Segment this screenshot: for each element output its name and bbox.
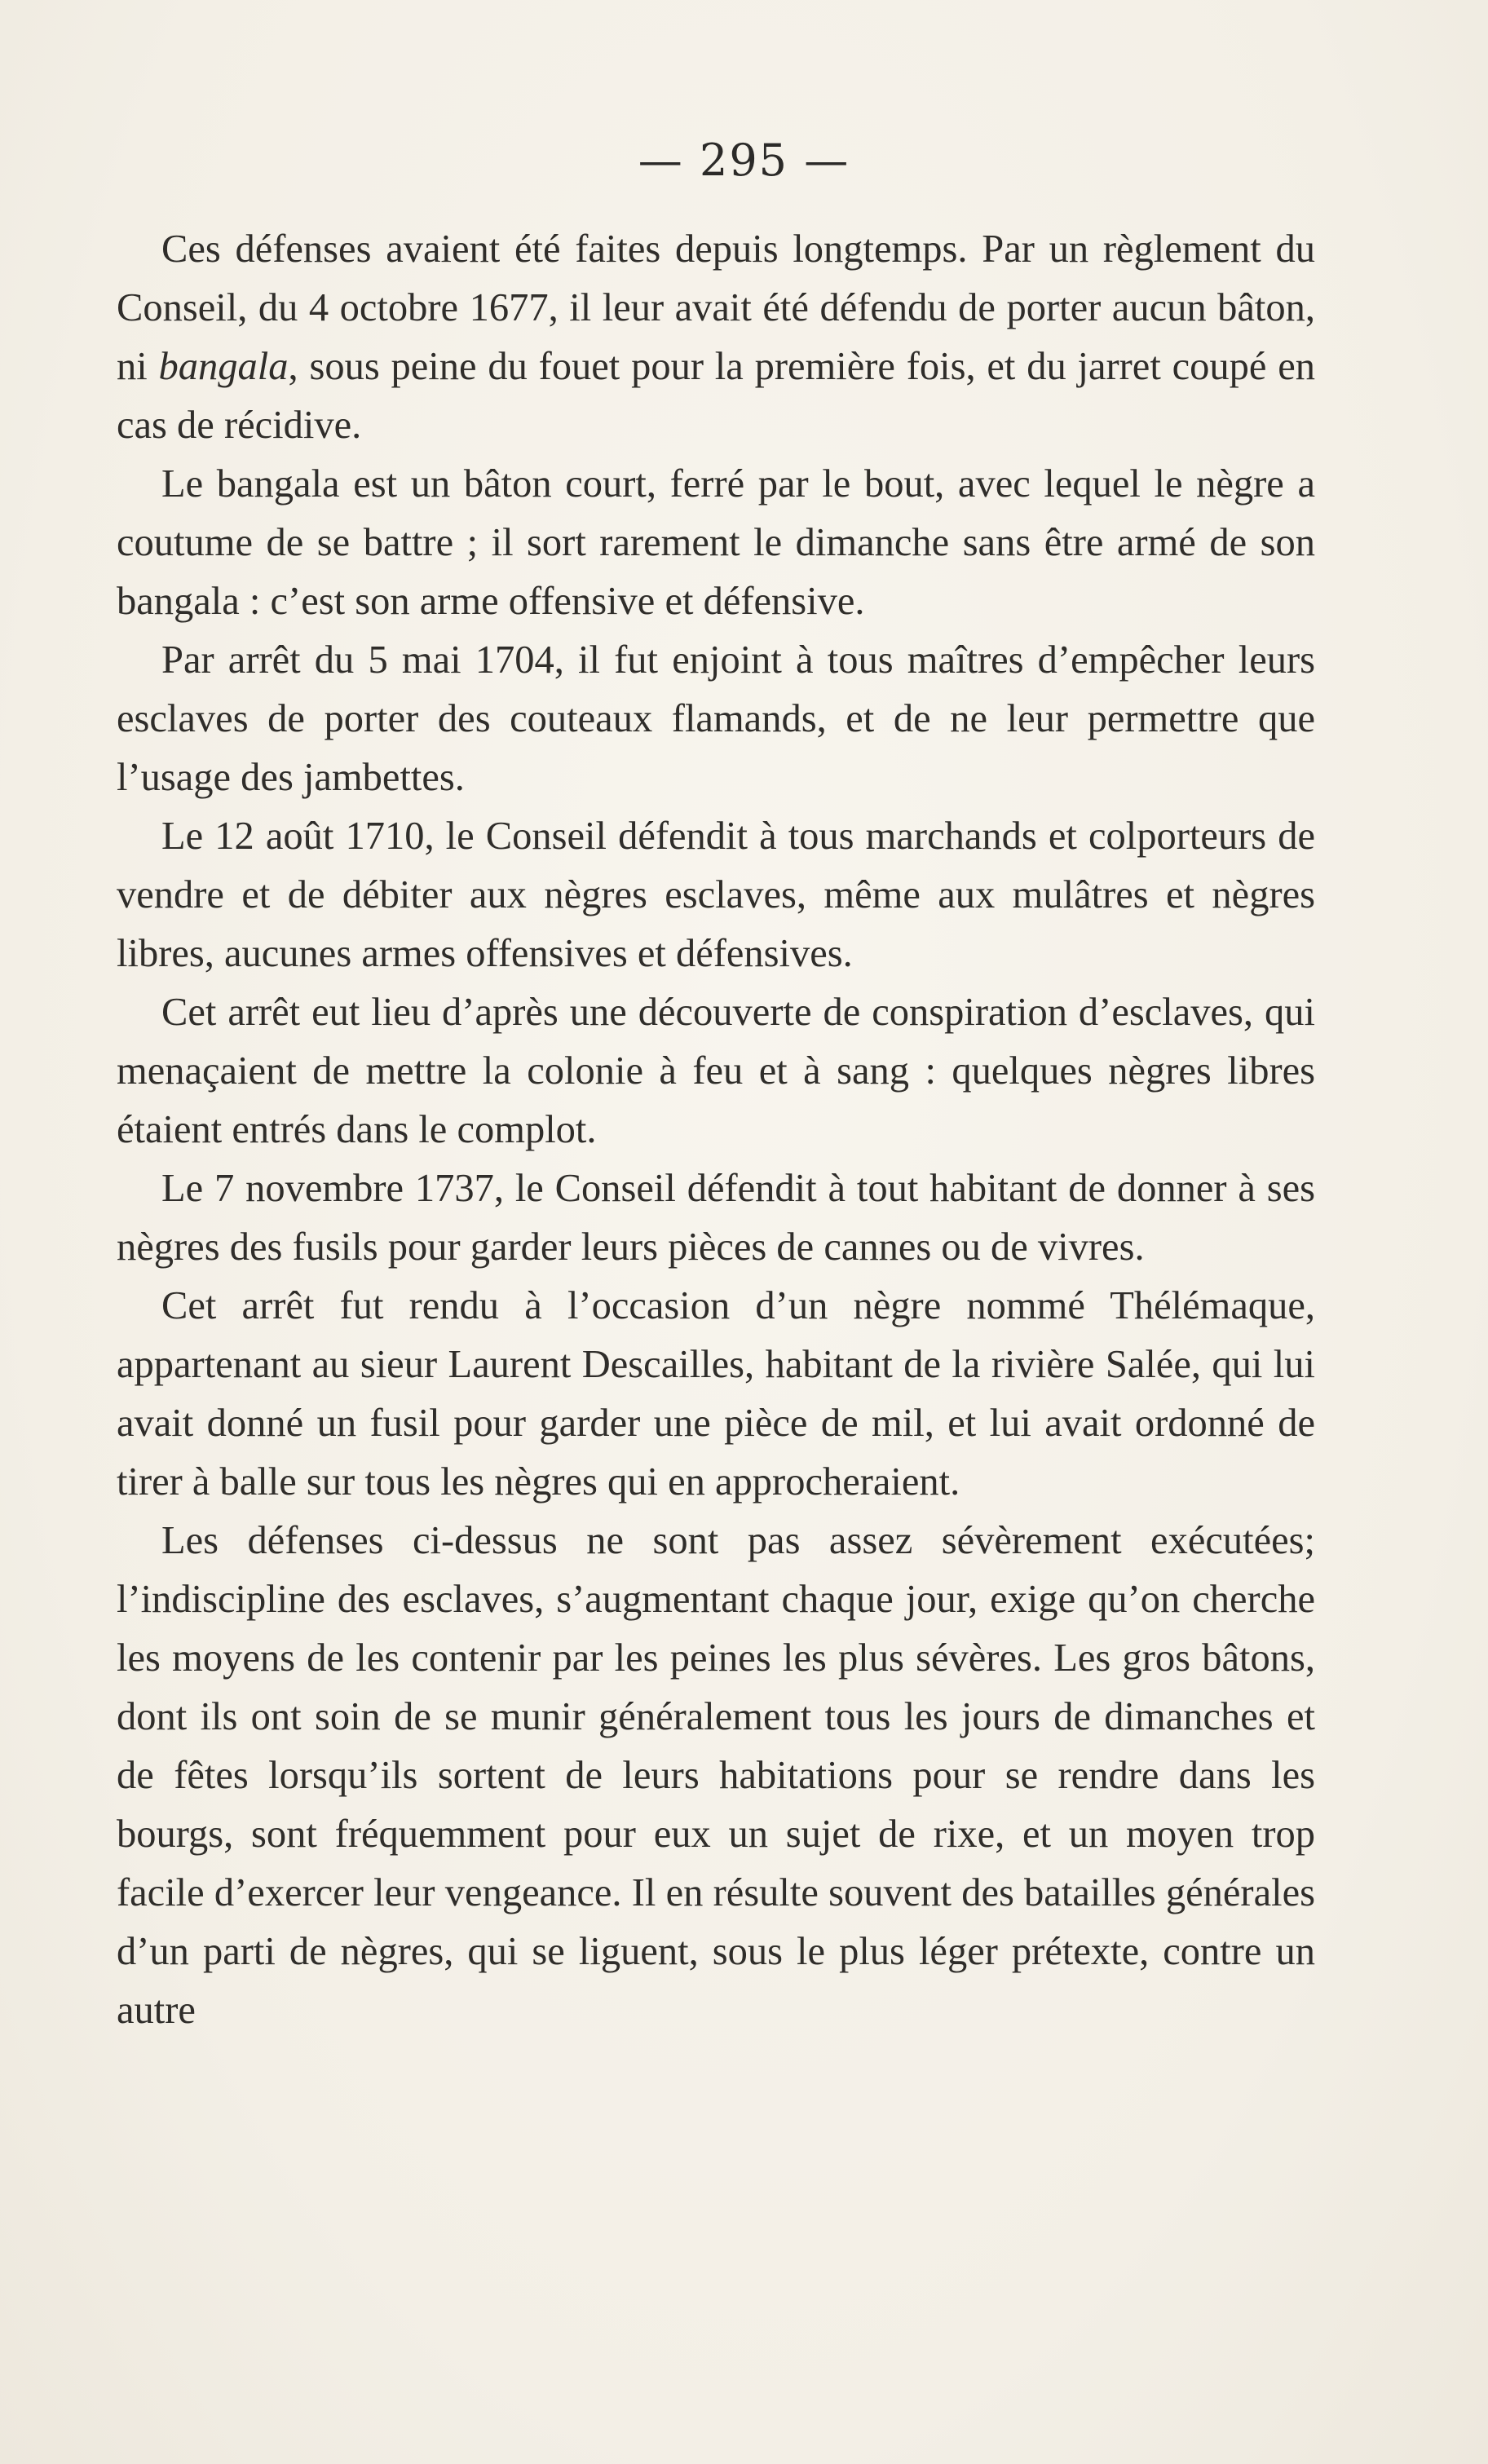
- text-segment: Cet arrêt fut rendu à l’occasion d’un nègre nommé Thélémaque, appartenant au sieur Laurent Descailles, habitant de la rivière Salée, qui lui avait donné un fusil pour garder une pièce de mil, et lui avait ordonné de tirer à balle sur tous les nègres qui en approcheraient.: [117, 1284, 1315, 1504]
- paragraph: [117, 1277, 1315, 1512]
- italic-term: bangala: [158, 345, 289, 388]
- paragraph: [117, 1159, 1315, 1277]
- text-segment: Les défenses ci-dessus ne sont pas assez sévèrement exécutées; l’indiscipline des esclaves, s’augmentant chaque jour, exige qu’on cherche les moyens de les contenir par les peines les plus sévères. Les gros bâtons, dont ils ont soin de se munir généralement tous les jours de dimanches et de fêtes lorsqu’ils sortent de leurs habitations pour se rendre dans les bourgs, sont fréquemment pour eux un sujet de rixe, et un moyen trop facile d’exercer leur vengeance. Il en résulte souvent des batailles générales d’un parti de nègres, qui se liguent, sous le plus léger prétexte, contre un autre: [117, 1519, 1315, 2032]
- paragraph: [117, 1512, 1315, 2040]
- page-number: — 295 —: [638, 135, 850, 186]
- paragraph: [117, 983, 1315, 1159]
- paragraph: [117, 455, 1315, 631]
- text-segment: , sous peine du fouet pour la première fois, et du jarret coupé en cas de récidive.: [117, 345, 1315, 447]
- text-segment: Le 12 août 1710, le Conseil défendit à tous marchands et colporteurs de vendre et de débiter aux nègres esclaves, même aux mulâtres et nègres libres, aucunes armes offensives et défensives.: [117, 815, 1315, 975]
- text-segment: Cet arrêt eut lieu d’après une découverte de conspiration d’esclaves, qui menaçaient de mettre la colonie à feu et à sang : quelques nègres libres étaient entrés dans le complot.: [117, 991, 1315, 1151]
- text-segment: Le bangala est un bâton court, ferré par le bout, avec lequel le nègre a coutume de se battre ; il sort rarement le dimanche sans être armé de son bangala : c’est son arme offensive et défensive.: [117, 462, 1315, 623]
- text-segment: Ces défenses avaient été faites depuis longtemps. Par un règlement du Conseil, du 4 octobre 1677, il leur avait été défendu de porter aucun bâton, ni: [117, 227, 1315, 388]
- paragraph: [117, 807, 1315, 983]
- body-text: [117, 220, 1315, 2040]
- paragraph: [117, 220, 1315, 455]
- paragraph: [117, 631, 1315, 807]
- text-segment: Par arrêt du 5 mai 1704, il fut enjoint à tous maîtres d’empêcher leurs esclaves de porter des couteaux flamands, et de ne leur permettre que l’usage des jambettes.: [117, 638, 1315, 799]
- text-segment: Le 7 novembre 1737, le Conseil défendit à tout habitant de donner à ses nègres des fusils pour garder leurs pièces de cannes ou de vivres.: [117, 1167, 1315, 1269]
